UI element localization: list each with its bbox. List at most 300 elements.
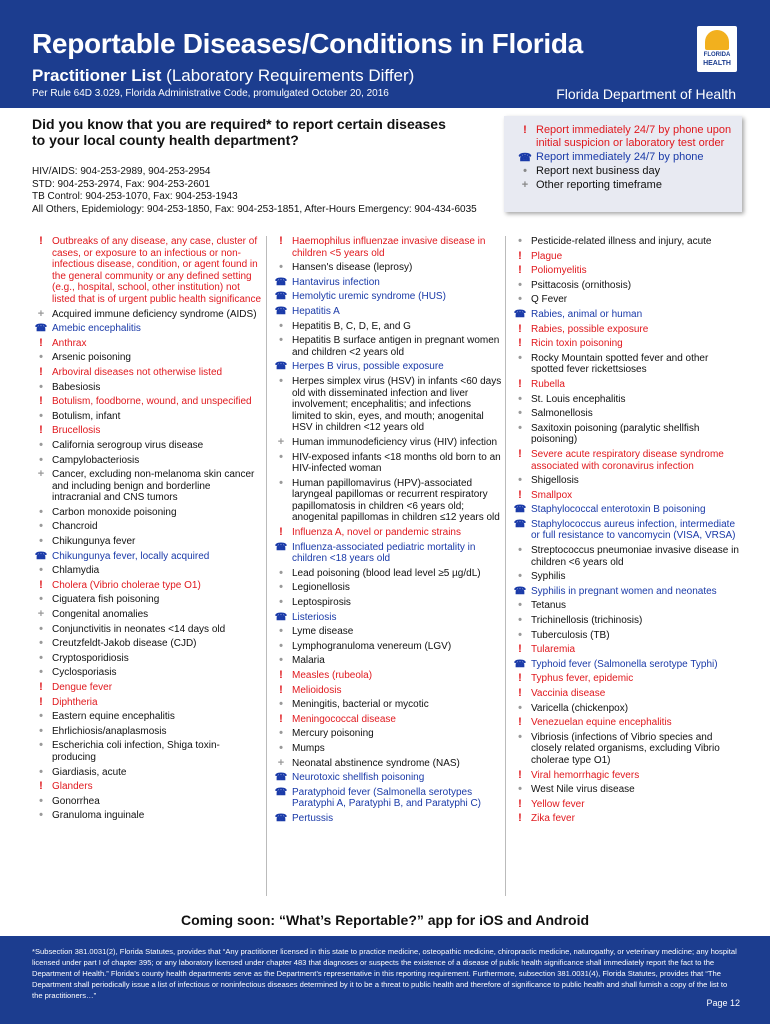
bullet-icon: • xyxy=(39,520,43,533)
phone-icon: ☎ xyxy=(513,308,527,320)
disease-name: Cholera (Vibrio cholerae type O1) xyxy=(52,579,201,591)
disease-name: Measles (rubeola) xyxy=(292,670,373,681)
disease-name: Arsenic poisoning xyxy=(52,352,131,364)
legend-text: Other reporting timeframe xyxy=(536,179,662,191)
disease-name: Outbreaks of any disease, any case, cluster of cases, or exposure to an infectious or non-infectious disease, condition, or agent found in the general community or any defined setting (e.g., hospital, school, other institution) not listed that is of urgent public health significance xyxy=(52,236,262,305)
disease-name: Trichinellosis (trichinosis) xyxy=(531,615,643,627)
disease-item xyxy=(30,236,262,306)
plus-icon: + xyxy=(277,435,285,448)
disease-item xyxy=(509,475,741,487)
phone-icon: ☎ xyxy=(34,550,48,562)
disease-item xyxy=(270,236,502,259)
exclamation-icon: ! xyxy=(39,578,43,591)
bullet-icon: • xyxy=(39,794,43,807)
bullet-icon: • xyxy=(518,421,522,434)
bullet-icon: • xyxy=(39,739,43,752)
disease-item xyxy=(509,280,741,292)
disease-item xyxy=(270,291,502,303)
bullet-icon: • xyxy=(39,651,43,664)
phone-icon: ☎ xyxy=(274,276,288,288)
disease-item xyxy=(509,813,741,825)
disease-name: Cancer, excluding non-melanoma skin cancer and including benign and borderline intracranial and CNS tumors xyxy=(52,469,255,504)
exclamation-icon: ! xyxy=(39,235,43,247)
disease-name: Granuloma inguinale xyxy=(52,810,145,822)
page-title: Reportable Diseases/Conditions in Florida xyxy=(32,28,583,59)
exclamation-icon: ! xyxy=(279,235,283,247)
disease-item xyxy=(509,571,741,583)
disease-name: Rabies, possible exposure xyxy=(531,323,649,335)
bullet-icon: • xyxy=(523,165,527,177)
disease-name: Plague xyxy=(531,250,563,262)
disease-name: Herpes B virus, possible exposure xyxy=(292,361,444,373)
disease-item xyxy=(30,667,262,679)
exclamation-icon: ! xyxy=(518,264,522,277)
disease-name: Pesticide-related illness and injury, acute xyxy=(531,236,712,247)
disease-item xyxy=(270,714,502,726)
disease-item xyxy=(270,655,502,667)
bullet-icon: • xyxy=(518,783,522,796)
disease-item xyxy=(270,743,502,755)
disease-name: Rocky Mountain spotted fever and other spotted fever rickettsioses xyxy=(531,352,709,376)
disease-name: West Nile virus disease xyxy=(531,784,635,796)
intro-question-line-2: to your local county health department? xyxy=(32,132,299,148)
disease-name: Listeriosis xyxy=(292,611,337,623)
coming-soon-banner: Coming soon: “What’s Reportable?” app for iOS and Android xyxy=(180,912,590,928)
exclamation-icon: ! xyxy=(39,695,43,708)
exclamation-icon: ! xyxy=(523,124,527,136)
column-divider xyxy=(505,236,506,896)
disease-item xyxy=(509,251,741,263)
disease-item xyxy=(30,740,262,763)
subtitle-light: (Laboratory Requirements Differ) xyxy=(166,66,415,85)
disease-name: Rabies, animal or human xyxy=(531,308,643,320)
exclamation-icon: ! xyxy=(518,812,522,825)
disease-name: Neonatal abstinence syndrome (NAS) xyxy=(292,757,460,769)
disease-name: Typhus fever, epidemic xyxy=(531,673,634,685)
disease-name: Cryptosporidiosis xyxy=(52,652,129,664)
disease-item xyxy=(270,670,502,682)
disease-name: Viral hemorrhagic fevers xyxy=(531,769,640,781)
bullet-icon: • xyxy=(39,593,43,606)
contact-list xyxy=(32,166,492,216)
disease-name: Carbon monoxide poisoning xyxy=(52,506,177,518)
disease-name: Mercury poisoning xyxy=(292,728,374,740)
disease-name: Influenza A, novel or pandemic strains xyxy=(292,527,461,539)
disease-item xyxy=(509,504,741,516)
disease-item xyxy=(270,376,502,434)
legend-box xyxy=(504,116,742,212)
exclamation-icon: ! xyxy=(39,681,43,693)
phone-icon: ☎ xyxy=(34,323,48,335)
disease-item xyxy=(30,536,262,548)
disease-name: Smallpox xyxy=(531,489,573,501)
disease-item xyxy=(30,609,262,621)
bullet-icon: • xyxy=(279,698,283,711)
bullet-icon: • xyxy=(518,392,522,405)
exclamation-icon: ! xyxy=(518,447,522,460)
bullet-icon: • xyxy=(279,476,283,489)
disease-item xyxy=(30,653,262,665)
disease-name: Yellow fever xyxy=(531,798,585,810)
disease-item xyxy=(30,624,262,636)
disease-name: Congenital anomalies xyxy=(52,609,149,621)
disease-item xyxy=(509,600,741,612)
disease-item xyxy=(270,626,502,638)
disease-item xyxy=(270,568,502,580)
bullet-icon: • xyxy=(279,450,283,463)
bullet-icon: • xyxy=(279,625,283,638)
disease-item xyxy=(270,277,502,289)
disease-item xyxy=(30,594,262,606)
disease-item xyxy=(30,507,262,519)
disease-name: Diphtheria xyxy=(52,696,98,708)
phone-icon: ☎ xyxy=(274,305,288,317)
disease-name: Ricin toxin poisoning xyxy=(531,338,623,350)
disease-item xyxy=(30,367,262,379)
disease-item xyxy=(270,262,502,274)
exclamation-icon: ! xyxy=(279,683,283,696)
disease-column-1 xyxy=(30,236,262,825)
disease-name: Q Fever xyxy=(531,294,568,306)
phone-icon: ☎ xyxy=(513,504,527,516)
disease-name: Anthrax xyxy=(52,337,87,349)
disease-name: Hepatitis A xyxy=(292,305,340,317)
bullet-icon: • xyxy=(39,710,43,723)
phone-icon: ☎ xyxy=(274,812,288,824)
plus-icon: + xyxy=(37,608,45,621)
disease-item xyxy=(30,638,262,650)
disease-name: Melioidosis xyxy=(292,684,342,696)
plus-icon: + xyxy=(37,468,45,481)
bullet-icon: • xyxy=(279,581,283,594)
disease-name: Human immunodeficiency virus (HIV) infection xyxy=(292,436,498,448)
disease-name: Dengue fever xyxy=(52,682,113,693)
exclamation-icon: ! xyxy=(518,768,522,781)
disease-item xyxy=(30,682,262,694)
department-name: Florida Department of Health xyxy=(556,86,736,102)
disease-name: Tuberculosis (TB) xyxy=(531,629,610,641)
disease-item xyxy=(30,309,262,321)
bullet-icon: • xyxy=(279,741,283,754)
disease-item xyxy=(509,236,741,248)
disease-item xyxy=(509,586,741,598)
disease-name: Chancroid xyxy=(52,521,98,533)
bullet-icon: • xyxy=(39,622,43,635)
bullet-icon: • xyxy=(39,724,43,737)
subtitle-bold: Practitioner List xyxy=(32,66,162,85)
footer-statute-text: *Subsection 381.0031(2), Florida Statutes, provides that “Any practitioner licensed in this state to practice medicine, osteopathic medicine, chiropractic medicine, naturopathy, or veterinary medicine; any hospital licensed under part I of chapter 395; or any laboratory licensed under chapter 483 that diagnoses or suspects the existence of a disease of public health significance shall immediately report the fact to the Department of Health.” Florida’s county health departments serve as the Department’s representative in this reporting requirement. Furthermore, subsection 381.0031(4), Florida Statutes, provides that “The Department shall periodically issue a list of infectious or noninfectious diseases determined by it to be a threat to public health and therefore of significance to public health and shall furnish a copy of the list to the practitioners…” xyxy=(32,947,737,1000)
disease-name: Influenza-associated pediatric mortality in children <18 years old xyxy=(292,541,476,565)
disease-name: Eastern equine encephalitis xyxy=(52,711,175,723)
bullet-icon: • xyxy=(279,639,283,652)
disease-name: Meningitis, bacterial or mycotic xyxy=(292,699,429,711)
disease-item xyxy=(509,408,741,420)
disease-name: Neurotoxic shellfish poisoning xyxy=(292,772,425,784)
disease-name: Malaria xyxy=(292,655,325,667)
disease-name: Acquired immune deficiency syndrome (AIDS) xyxy=(52,308,257,320)
exclamation-icon: ! xyxy=(279,669,283,681)
bullet-icon: • xyxy=(518,235,522,247)
disease-name: Botulism, infant xyxy=(52,410,121,422)
disease-item xyxy=(270,772,502,784)
intro-section xyxy=(32,112,492,216)
bullet-icon: • xyxy=(39,666,43,679)
legend-text: Report immediately 24/7 by phone upon initial suspicion or laboratory test order xyxy=(536,124,732,149)
disease-item xyxy=(509,732,741,767)
bullet-icon: • xyxy=(279,334,283,347)
bullet-icon: • xyxy=(279,319,283,332)
disease-name: Salmonellosis xyxy=(531,408,593,420)
disease-name: Tularemia xyxy=(531,644,576,656)
disease-item xyxy=(509,784,741,796)
disease-name: Hantavirus infection xyxy=(292,276,380,288)
exclamation-icon: ! xyxy=(39,336,43,349)
disease-name: Human papillomavirus (HPV)-associated laryngeal papillomas or recurrent respiratory papillomatosis in children <6 years old; anogenital papillomas in children ≤12 years old xyxy=(292,477,500,524)
plus-icon: + xyxy=(277,756,285,769)
disease-item xyxy=(509,673,741,685)
exclamation-icon: ! xyxy=(39,395,43,408)
exclamation-icon: ! xyxy=(518,672,522,685)
bullet-icon: • xyxy=(279,654,283,667)
disease-item xyxy=(509,309,741,321)
disease-name: Legionellosis xyxy=(292,582,350,594)
disease-item xyxy=(270,582,502,594)
disease-item xyxy=(509,630,741,642)
disease-item xyxy=(270,437,502,449)
disease-item xyxy=(509,615,741,627)
sun-icon xyxy=(705,30,729,50)
disease-item xyxy=(30,411,262,423)
bullet-icon: • xyxy=(39,809,43,822)
phone-icon: ☎ xyxy=(274,786,288,798)
disease-name: Botulism, foodborne, wound, and unspecified xyxy=(52,396,252,408)
disease-name: Brucellosis xyxy=(52,425,101,437)
disease-name: Mumps xyxy=(292,742,325,754)
exclamation-icon: ! xyxy=(518,643,522,656)
disease-name: Venezuelan equine encephalitis xyxy=(531,717,672,729)
disease-item xyxy=(509,644,741,656)
disease-item xyxy=(509,379,741,391)
disease-name: Chikungunya fever, locally acquired xyxy=(52,550,210,562)
exclamation-icon: ! xyxy=(518,797,522,810)
exclamation-icon: ! xyxy=(279,526,283,539)
bullet-icon: • xyxy=(518,544,522,557)
disease-item xyxy=(270,597,502,609)
disease-item xyxy=(30,469,262,504)
disease-name: Pertussis xyxy=(292,812,334,824)
logo-top-text: FLORIDA xyxy=(703,52,731,58)
disease-name: Typhoid fever (Salmonella serotype Typhi) xyxy=(531,658,718,670)
disease-item xyxy=(270,335,502,358)
legend-item xyxy=(514,165,732,178)
disease-name: Ehrlichiosis/anaplasmosis xyxy=(52,725,167,737)
disease-name: Amebic encephalitis xyxy=(52,323,141,335)
disease-item xyxy=(270,478,502,524)
disease-item xyxy=(270,641,502,653)
bullet-icon: • xyxy=(39,453,43,466)
disease-name: California serogroup virus disease xyxy=(52,439,204,451)
disease-item xyxy=(30,781,262,793)
disease-item xyxy=(270,361,502,373)
page-number: Page 12 xyxy=(706,998,740,1008)
bullet-icon: • xyxy=(39,564,43,577)
bullet-icon: • xyxy=(518,599,522,612)
disease-name: Paratyphoid fever (Salmonella serotypes Paratyphi A, Paratyphi B, and Paratyphi C) xyxy=(292,786,481,810)
phone-icon: ☎ xyxy=(513,585,527,597)
disease-name: Tetanus xyxy=(531,600,567,612)
disease-name: Lead poisoning (blood lead level ≥5 µg/dL) xyxy=(292,567,481,579)
disease-name: Hemolytic uremic syndrome (HUS) xyxy=(292,291,446,303)
disease-name: Streptococcus pneumoniae invasive disease in children <6 years old xyxy=(531,545,739,568)
disease-item xyxy=(30,551,262,563)
disease-item xyxy=(30,796,262,808)
disease-name: Shigellosis xyxy=(531,475,579,487)
disease-name: Chikungunya fever xyxy=(52,536,136,548)
exclamation-icon: ! xyxy=(518,337,522,350)
disease-item xyxy=(509,449,741,472)
page-subtitle xyxy=(32,66,414,86)
disease-column-3 xyxy=(509,236,741,828)
disease-item xyxy=(270,612,502,624)
phone-icon: ☎ xyxy=(274,611,288,623)
bullet-icon: • xyxy=(39,765,43,778)
legend-text: Report next business day xyxy=(536,165,661,177)
bullet-icon: • xyxy=(518,614,522,627)
bullet-icon: • xyxy=(518,628,522,641)
disease-item xyxy=(30,323,262,335)
disease-item xyxy=(270,527,502,539)
disease-item xyxy=(270,321,502,333)
disease-item xyxy=(30,711,262,723)
disease-name: Hansen's disease (leprosy) xyxy=(292,262,413,274)
legend-item xyxy=(514,124,732,150)
disease-name: Giardiasis, acute xyxy=(52,766,127,778)
disease-item xyxy=(509,265,741,277)
disease-item xyxy=(270,452,502,475)
disease-name: Hepatitis B, C, D, E, and G xyxy=(292,320,411,332)
disease-item xyxy=(270,813,502,825)
disease-name: Cyclosporiasis xyxy=(52,667,117,679)
disease-item xyxy=(30,440,262,452)
phone-icon: ☎ xyxy=(274,361,288,373)
disease-item xyxy=(509,423,741,446)
disease-item xyxy=(30,697,262,709)
logo-bottom-text: HEALTH xyxy=(703,60,731,67)
phone-icon: ☎ xyxy=(274,541,288,553)
bullet-icon: • xyxy=(518,701,522,714)
disease-name: Saxitoxin poisoning (paralytic shellfish poisoning) xyxy=(531,422,700,446)
phone-icon: ☎ xyxy=(513,658,527,670)
disease-item xyxy=(509,659,741,671)
disease-name: Varicella (chickenpox) xyxy=(531,702,629,714)
disease-column-2 xyxy=(270,236,502,828)
disease-item xyxy=(509,324,741,336)
contact-hiv: HIV/AIDS: 904-253-2989, 904-253-2954 xyxy=(32,166,211,177)
exclamation-icon: ! xyxy=(39,424,43,437)
column-divider xyxy=(266,236,267,896)
disease-name: Conjunctivitis in neonates <14 days old xyxy=(52,623,226,635)
bullet-icon: • xyxy=(279,727,283,740)
florida-health-logo xyxy=(697,26,737,72)
page-header xyxy=(0,0,770,108)
intro-question xyxy=(32,116,492,148)
bullet-icon: • xyxy=(39,438,43,451)
contact-epidemiology: All Others, Epidemiology: 904-253-1850, Fax: 904-253-1851, After-Hours Emergency: 904-434-6035 xyxy=(32,203,477,215)
disease-item xyxy=(30,396,262,408)
disease-name: Herpes simplex virus (HSV) in infants <60 days old with disseminated infection and liver involvement; encephalitis; and infections limited to skin, eyes, and mouth; anogenital HSV in children <12 years old xyxy=(292,375,502,434)
bullet-icon: • xyxy=(518,278,522,291)
disease-item xyxy=(509,545,741,568)
disease-item xyxy=(270,542,502,565)
disease-name: Syphilis in pregnant women and neonates xyxy=(531,585,717,597)
exclamation-icon: ! xyxy=(39,780,43,793)
disease-item xyxy=(30,455,262,467)
bullet-icon: • xyxy=(279,261,283,274)
disease-item xyxy=(509,490,741,502)
exclamation-icon: ! xyxy=(518,716,522,729)
disease-item xyxy=(509,703,741,715)
bullet-icon: • xyxy=(39,409,43,422)
disease-item xyxy=(30,565,262,577)
bullet-icon: • xyxy=(279,596,283,609)
disease-item xyxy=(30,767,262,779)
disease-name: Rubella xyxy=(531,378,565,390)
disease-name: Escherichia coli infection, Shiga toxin-producing xyxy=(52,740,220,763)
disease-name: Ciguatera fish poisoning xyxy=(52,594,160,606)
exclamation-icon: ! xyxy=(39,365,43,378)
bullet-icon: • xyxy=(39,380,43,393)
disease-name: St. Louis encephalitis xyxy=(531,393,626,405)
disease-name: Staphylococcal enterotoxin B poisoning xyxy=(531,504,706,516)
disease-item xyxy=(30,726,262,738)
disease-item xyxy=(270,728,502,740)
disease-name: Creutzfeldt-Jakob disease (CJD) xyxy=(52,638,197,650)
contact-std: STD: 904-253-2974, Fax: 904-253-2601 xyxy=(32,178,210,190)
disease-item xyxy=(509,353,741,376)
disease-name: Severe acute respiratory disease syndrome associated with coronavirus infection xyxy=(531,448,724,472)
disease-item xyxy=(30,352,262,364)
disease-name: Glanders xyxy=(52,781,93,793)
exclamation-icon: ! xyxy=(518,687,522,699)
footer xyxy=(0,936,770,1024)
disease-item xyxy=(509,688,741,700)
legend-item xyxy=(514,179,732,192)
bullet-icon: • xyxy=(518,730,522,743)
disease-item xyxy=(30,338,262,350)
disease-name: Babesiosis xyxy=(52,381,101,393)
disease-item xyxy=(509,394,741,406)
disease-item xyxy=(30,382,262,394)
disease-item xyxy=(270,699,502,711)
disease-name: Leptospirosis xyxy=(292,597,351,609)
bullet-icon: • xyxy=(39,637,43,650)
bullet-icon: • xyxy=(39,505,43,518)
disease-item xyxy=(509,770,741,782)
disease-item xyxy=(30,810,262,822)
disease-name: Zika fever xyxy=(531,813,575,825)
bullet-icon: • xyxy=(279,374,283,387)
disease-name: Chlamydia xyxy=(52,565,100,577)
disease-item xyxy=(509,338,741,350)
disease-item xyxy=(509,799,741,811)
bullet-icon: • xyxy=(518,474,522,487)
disease-name: Psittacosis (ornithosis) xyxy=(531,279,632,291)
disease-name: Vibriosis (infections of Vibrio species and closely related organisms, excluding Vibrio cholerae type O1) xyxy=(531,731,720,766)
bullet-icon: • xyxy=(518,407,522,420)
disease-item xyxy=(270,758,502,770)
disease-item xyxy=(509,294,741,306)
disease-item xyxy=(270,685,502,697)
